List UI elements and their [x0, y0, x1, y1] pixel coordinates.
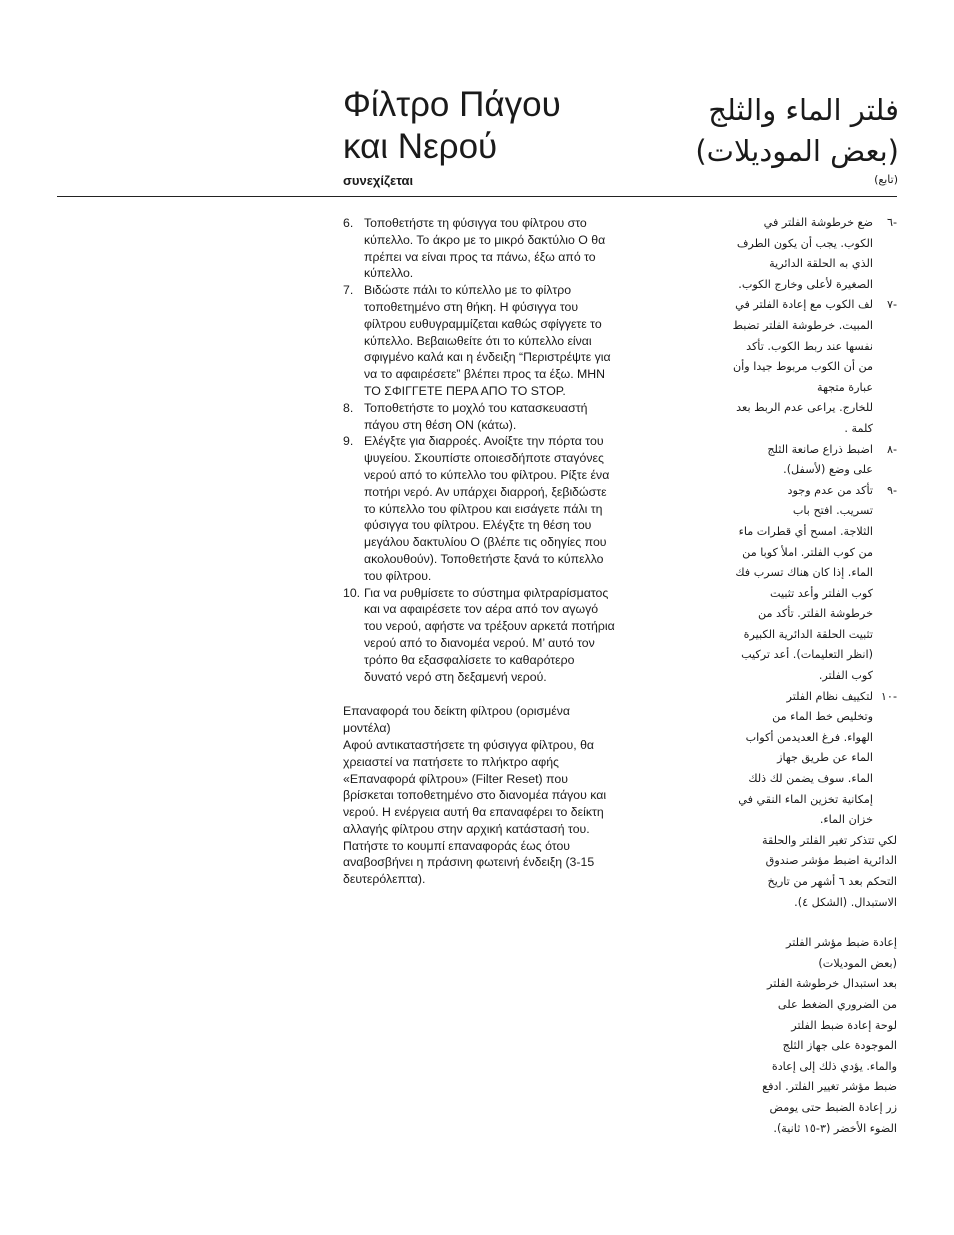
step-number: -٩ [886, 483, 897, 497]
arabic-text-line: ضع خرطوشة الفلتر في [763, 216, 873, 229]
arabic-step [637, 687, 897, 831]
greek-step [343, 400, 615, 434]
arabic-text-line: الصغيرة لأعلى وخارج الكوب. [738, 277, 873, 291]
arabic-text-line: نفسها عند ربط الكوب. تأكد [746, 339, 873, 353]
step-number: -٧ [886, 298, 897, 312]
arabic-text-line: وتخليص خط الماء من [772, 710, 873, 724]
arabic-text-line: الثلاجة. امسح أي قطرات ماء [738, 524, 873, 538]
arabic-text-line: على وضع (لأسفل). [783, 463, 873, 477]
arabic-title-line2: (بعض الموديلات) [695, 134, 899, 168]
arabic-text-line: تأكد من عدم وجود [787, 483, 873, 497]
greek-step [343, 215, 615, 282]
greek-column [343, 215, 615, 888]
step-number: 8. [343, 400, 354, 415]
arabic-text-line: بعد استبدال خرطوشة الفلتر [767, 977, 897, 991]
arabic-text-line: كوب الفلتر وأعد تثبيت [769, 586, 873, 600]
arabic-title [599, 90, 899, 172]
arabic-column [637, 213, 897, 1139]
arabic-note [637, 831, 897, 913]
arabic-text-line: الموجودة على جهاز الثلج [782, 1039, 897, 1053]
greek-step [343, 585, 615, 686]
arabic-text-line: من أن الكوب مربوط جيدا وأن [732, 360, 873, 374]
step-number: 9. [343, 434, 354, 449]
arabic-step [637, 481, 897, 687]
arabic-text-line: الاستبدال. (الشكل ٤). [794, 895, 897, 909]
arabic-subtitle: (تابع) [874, 173, 898, 186]
arabic-text-line: للخارج. يراعى عدم الربط بعد [736, 401, 873, 415]
greek-title-line1: Φίλτρο Πάγου [343, 85, 561, 124]
arabic-text-line: الضوء الأخضر (٣-١٥ ثانية). [773, 1121, 897, 1135]
arabic-text-line: عبارة متجهة [816, 380, 873, 394]
arabic-text-line: لتكييف نظام الفلتر [786, 689, 873, 703]
greek-step [343, 433, 615, 584]
arabic-text-line: الماء. سوف يضمن لك ذلك [748, 772, 873, 786]
step-text: Βιδώστε πάλι το κύπελλο με το φίλτρο τοποθετημένο στη θήκη. Η φύσιγγα του φίλτρου ευθυγραμμίζεται καθώς σφίγγετε το κύπελλο. Βεβαιωθείτε ότι το κύπελλο είναι σφιγμένο καλά και η ένδειξη “Περιστρέψτε για να το αφαιρέσετε” βλέπει προς τα έξω. ΜΗΝ ΤΟ ΣΦΙΓΓΕΤΕ ΠΕΡΑ ΑΠΟ ΤΟ STOP. [364, 283, 611, 398]
arabic-text-line: (انظر التعليمات). أعد تركيب [741, 648, 873, 662]
greek-title-line2: και Νερού [343, 127, 498, 166]
arabic-text-line: تسريب. افتح باب [792, 504, 873, 518]
arabic-text-line: من كوب الفلتر. املأ كوبا من [742, 545, 873, 559]
arabic-step [637, 440, 897, 481]
arabic-step [637, 295, 897, 439]
arabic-title-line1: فلتر الماء والثلج [708, 93, 899, 127]
header-divider [57, 196, 897, 197]
step-text: Τοποθετήστε το μοχλό του κατασκευαστή πάγου στη θέση ON (κάτω). [364, 400, 588, 432]
arabic-reset-section [637, 933, 897, 1139]
arabic-text-line: كوب الفلتر. [818, 669, 873, 683]
arabic-text-line: لكي تتذكر تغير الفلتر والحلقة [762, 833, 897, 847]
arabic-text-line: لف الكوب مع إعادة الفلتر في [735, 298, 873, 312]
arabic-text-line: من الضروري الضغط على [777, 997, 897, 1011]
arabic-steps-list [637, 213, 897, 831]
arabic-text-line: ضبط مؤشر تغيير الفلتر. ادفع [762, 1080, 897, 1094]
arabic-text-line: لوحة إعادة ضبط الفلتر [791, 1018, 897, 1032]
step-number: 7. [343, 283, 354, 298]
arabic-text-line: الدائرية اضبط مؤشر صندوق [765, 854, 897, 868]
step-text: Τοποθετήστε τη φύσιγγα του φίλτρου στο κύπελλο. Το άκρο με το μικρό δακτύλιο Ο θα πρέπει να είναι προς τα πάνω, έξω από το κύπελλο. [364, 216, 606, 281]
arabic-text-line: الماء. إذا كان هناك تسرب فك [735, 566, 873, 580]
arabic-text-line: إمكانية تخزين الماء النقي في [738, 792, 873, 806]
arabic-text-line: زر إعادة الضبط حتى يومض [769, 1100, 897, 1114]
step-number: 6. [343, 216, 354, 230]
arabic-text-line: الذي به الحلقة الدائرية [769, 257, 873, 271]
step-number: -٨ [886, 442, 897, 456]
arabic-text-line: (بعض الموديلات) [818, 956, 897, 970]
arabic-step [637, 213, 897, 295]
arabic-text-line: إعادة ضبط مؤشر الفلتر [786, 936, 897, 950]
step-number: -٦ [886, 216, 897, 229]
arabic-text-line: الهواء. فرغ العديدمن أكواب [745, 730, 873, 744]
arabic-text-line: الكوب. يجب أن يكون الطرف [736, 236, 873, 250]
step-number: -١٠ [880, 689, 897, 703]
step-number: 10. [343, 585, 361, 600]
greek-subtitle: συνεχίζεται [343, 173, 414, 188]
arabic-text-line: والماء. يؤدي ذلك إلى إعادة [771, 1059, 897, 1073]
arabic-text-line: المبيت. خرطوشة الفلتر تضبط [732, 318, 873, 332]
greek-title [343, 84, 633, 168]
arabic-text-line: خزان الماء. [819, 813, 873, 827]
greek-step [343, 282, 615, 400]
step-text: Ελέγξτε για διαρροές. Ανοίξτε την πόρτα του ψυγείου. Σκουπίστε οποιεσδήποτε σταγόνες νερού από το κύπελλο του φίλτρου. Ρίξτε ένα ποτήρι νερό. Αν υπάρχει διαρροή, ξεβιδώστε το κύπελλο του φίλτρου και εισάγετε πάλι τη φύσιγγα του φίλτρου. Ελέγξτε τη θέση του μεγάλου δακτυλίου Ο (βλέπε τις οδηγίες που ακολουθούν). Τοποθετήστε ξανά το κύπελλο του φίλτρου. [364, 434, 610, 583]
arabic-text-line: اضبط ذراع صانعة الثلج [767, 442, 873, 456]
arabic-text-line: الماء عن طريق جهاز [777, 751, 873, 765]
greek-reset-text: Αφού αντικαταστήσετε τη φύσιγγα φίλτρου, θα χρειαστεί να πατήσετε το πλήκτρο αφής «Επαναφορά φίλτρου» (Filter Reset) που βρίσκεται τοποθετημένο στο διανομέα πάγου και νερού. Η ενέργεια αυτή θα επαναφέρει το δείκτη αλλαγής φίλτρου στην αρχική κατάστασή του. Πατήστε το κουμπί επαναφοράς έως ότου αναβοσβήνει η πράσινη φωτεινή ένδειξη (3-15 δευτερόλεπτα). [343, 737, 607, 887]
greek-steps-list [343, 215, 615, 685]
step-text: Για να ρυθμίσετε το σύστημα φιλτραρίσματος και να αφαιρέσετε τον αέρα από τον αγωγό του νερού, αφήστε να τρέξουν αρκετά ποτήρια νερού από το διανομέα νερού. Μ’ αυτό τον τρόπο θα εξασφαλίσετε το καθαρότερο δυνατό νερό στη δεξαμενή νερού. [364, 585, 615, 684]
arabic-text-line: خرطوشة الفلتر. تأكد من [757, 607, 873, 621]
greek-reset-heading: Επαναφορά του δείκτη φίλτρου (ορισμένα μοντέλα) [343, 704, 570, 736]
arabic-text-line: كلمة . [844, 421, 873, 435]
arabic-text-line: التحكم بعد ٦ أشهر من تاريخ [767, 875, 897, 888]
arabic-text-line: تثبيت الحلقة الدائرية الكبيرة [743, 627, 873, 641]
